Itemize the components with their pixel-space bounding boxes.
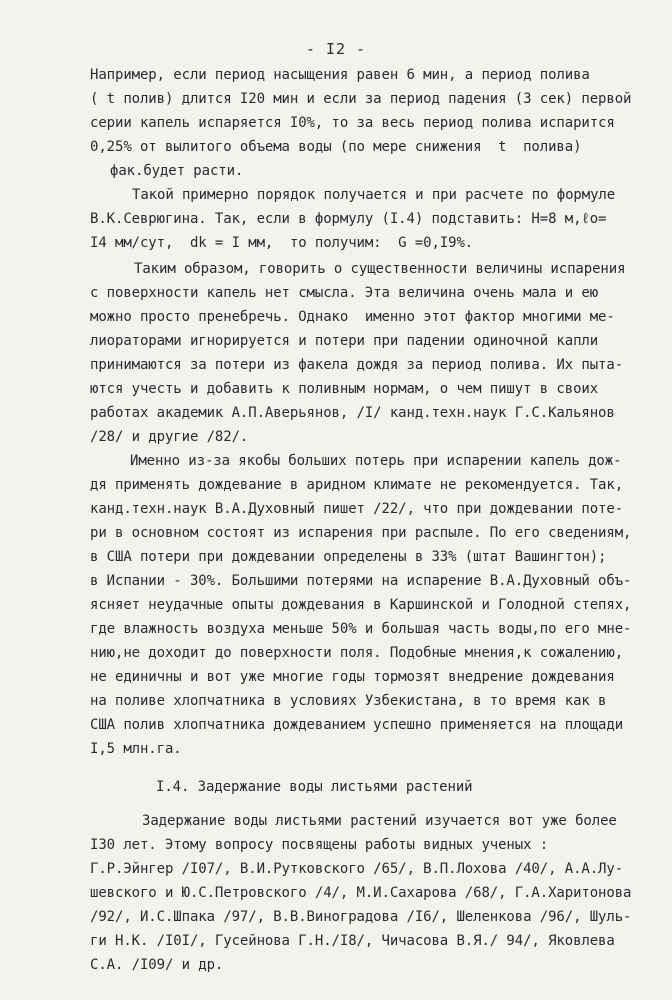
text-line: в США потери при дождевании определены в 33% (штат Вашингтон); (90, 549, 607, 565)
text-line: канд.техн.наук В.А.Духовный пишет /22/, что при дождевании поте- (90, 501, 624, 517)
section-heading: I.4. Задержание воды листьями растений (156, 779, 473, 795)
text-line: с поверхности капель нет смысла. Эта величина очень мала и ею (90, 285, 599, 301)
text-line: В.К.Севрюгина. Так, если в формулу (I.4) подставить: Н=8 м,ℓo= (90, 211, 607, 227)
text-line: ги Н.К. /I0I/, Гусейнова Г.Н./I8/, Чичасова В.Я./ 94/, Яковлева (90, 933, 615, 949)
text-line: /28/ и другие /82/. (90, 429, 249, 445)
page-number: - I2 - (305, 40, 367, 58)
text-line: Задержание воды листьями растений изучается вот уже более (142, 813, 617, 829)
text-line: не единичны и вот уже многие годы тормозят внедрение дождевания (90, 669, 615, 685)
text-line: Такой примерно порядок получается и при расчете по формуле (132, 187, 616, 203)
text-line: I30 лет. Этому вопросу посвящены работы видных ученых : (90, 837, 549, 853)
text-line: лиораторами игнорируется и потери при падении одиночной капли (90, 333, 599, 349)
text-line: дя применять дождевание в аридном климате не рекомендуется. Так, (90, 477, 624, 493)
text-line: Таким образом, говорить о существенности величины испарения (134, 261, 626, 277)
text-line: ясняет неудачные опыты дождевания в Каршинской и Голодной степях, (90, 597, 632, 613)
text-line: ( t полив) длится I20 мин и если за период падения (3 сек) первой (90, 91, 632, 107)
text-line: где влажность воздуха меньше 50% и большая часть воды,по его мне- (90, 621, 632, 637)
text-line: на поливе хлопчатника в условиях Узбекистана, в то время как в (90, 693, 607, 709)
text-line: ются учесть и добавить к поливным нормам, о чем пишут в своих (90, 381, 599, 397)
text-line: фак.будет расти. (110, 163, 244, 179)
text-line: США полив хлопчатника дождеванием успешно применяется на площади (90, 717, 624, 733)
text-line: серии капель испаряется I0%, то за весь период полива испарится (90, 115, 615, 131)
text-line: работах академик А.П.Аверьянов, /I/ канд.техн.наук Г.С.Кальянов (90, 405, 615, 421)
text-line: Г.Р.Эйнгер /I07/, В.И.Рутковского /65/, В.П.Лохова /40/, А.А.Лу- (90, 861, 624, 877)
text-line: /92/, И.С.Шпака /97/, В.В.Виноградова /I6/, Шеленкова /96/, Шуль- (90, 909, 632, 925)
text-line: нию,не доходит до поверхности поля. Подобные мнения,к сожалению, (90, 645, 624, 661)
text-line: 0,25% от вылитого объема воды (по мере снижения t полива) (90, 139, 582, 155)
text-line: принимаются за потери из факела дождя за период полива. Их пыта- (90, 357, 624, 373)
text-line: I4 мм/сут, dk = I мм, то получим: G =0,I9%. (90, 235, 474, 251)
text-line: в Испании - 30%. Большими потерями на испарение В.А.Духовный объ- (90, 573, 632, 589)
text-line: I,5 млн.га. (90, 741, 182, 757)
text-line: ри в основном состоят из испарения при распыле. По его сведениям, (90, 525, 632, 541)
text-line: шевского и Ю.С.Петровского /4/, М.И.Сахарова /68/, Г.А.Харитонова (90, 885, 632, 901)
text-line: Например, если период насыщения равен 6 мин, а период полива (90, 67, 590, 83)
text-line: Именно из-за якобы больших потерь при испарении капель дож- (130, 453, 622, 469)
text-line: С.А. /I09/ и др. (90, 957, 224, 973)
text-line: можно просто пренебречь. Однако именно этот фактор многими ме- (90, 309, 615, 325)
